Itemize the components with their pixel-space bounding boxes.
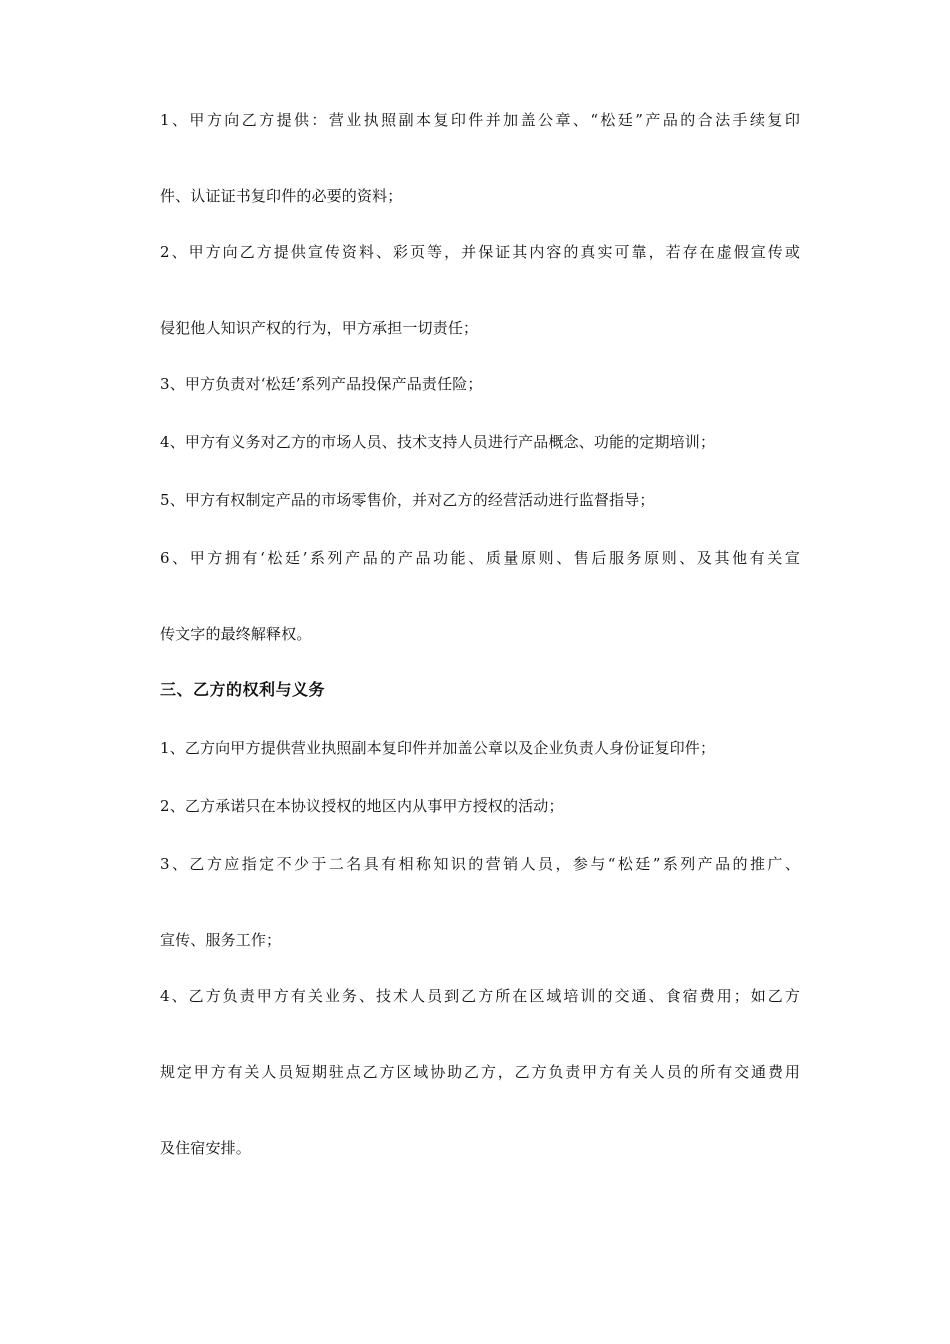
section3-item4-line3: 及住宿安排。 [160, 1139, 251, 1157]
section2-item2-line1: 2、甲方向乙方提供宣传资料、彩页等，并保证其内容的真实可靠，若存在虚假宣传或 [160, 243, 800, 261]
section2-item5: 5、甲方有权制定产品的市场零售价，并对乙方的经营活动进行监督指导； [160, 491, 655, 509]
section2-item6-line1: 6、甲方拥有‘松廷’系列产品的产品功能、质量原则、售后服务原则、及其他有关宣 [160, 549, 800, 567]
section3-item1: 1、乙方向甲方提供营业执照副本复印件并加盖公章以及企业负责人身份证复印件； [160, 739, 716, 757]
section2-item1-line2: 件、认证证书复印件的必要的资料； [160, 187, 403, 205]
section3-heading: 三、乙方的权利与义务 [160, 680, 326, 699]
section2-item2-line2: 侵犯他人知识产权的行为，甲方承担一切责任； [160, 319, 479, 337]
section3-item3-line1: 3、乙方应指定不少于二名具有相称知识的营销人员，参与“松廷”系列产品的推广、 [160, 855, 800, 873]
section3-item4-line1: 4、乙方负责甲方有关业务、技术人员到乙方所在区域培训的交通、食宿费用；如乙方 [160, 987, 800, 1005]
section3-item2: 2、乙方承诺只在本协议授权的地区内从事甲方授权的活动； [160, 797, 564, 815]
section2-item6-line2: 传文字的最终解释权。 [160, 625, 312, 643]
section2-item4: 4、甲方有义务对乙方的市场人员、技术支持人员进行产品概念、功能的定期培训； [160, 433, 716, 451]
section2-item3: 3、甲方负责对‘松廷’系列产品投保产品责任险； [160, 375, 483, 393]
section3-item4-line2: 规定甲方有关人员短期驻点乙方区域协助乙方，乙方负责甲方有关人员的所有交通费用 [160, 1063, 800, 1081]
section3-item3-line2: 宣传、服务工作； [160, 931, 282, 949]
section2-item1-line1: 1、甲方向乙方提供：营业执照副本复印件并加盖公章、“松廷”产品的合法手续复印 [160, 111, 800, 129]
